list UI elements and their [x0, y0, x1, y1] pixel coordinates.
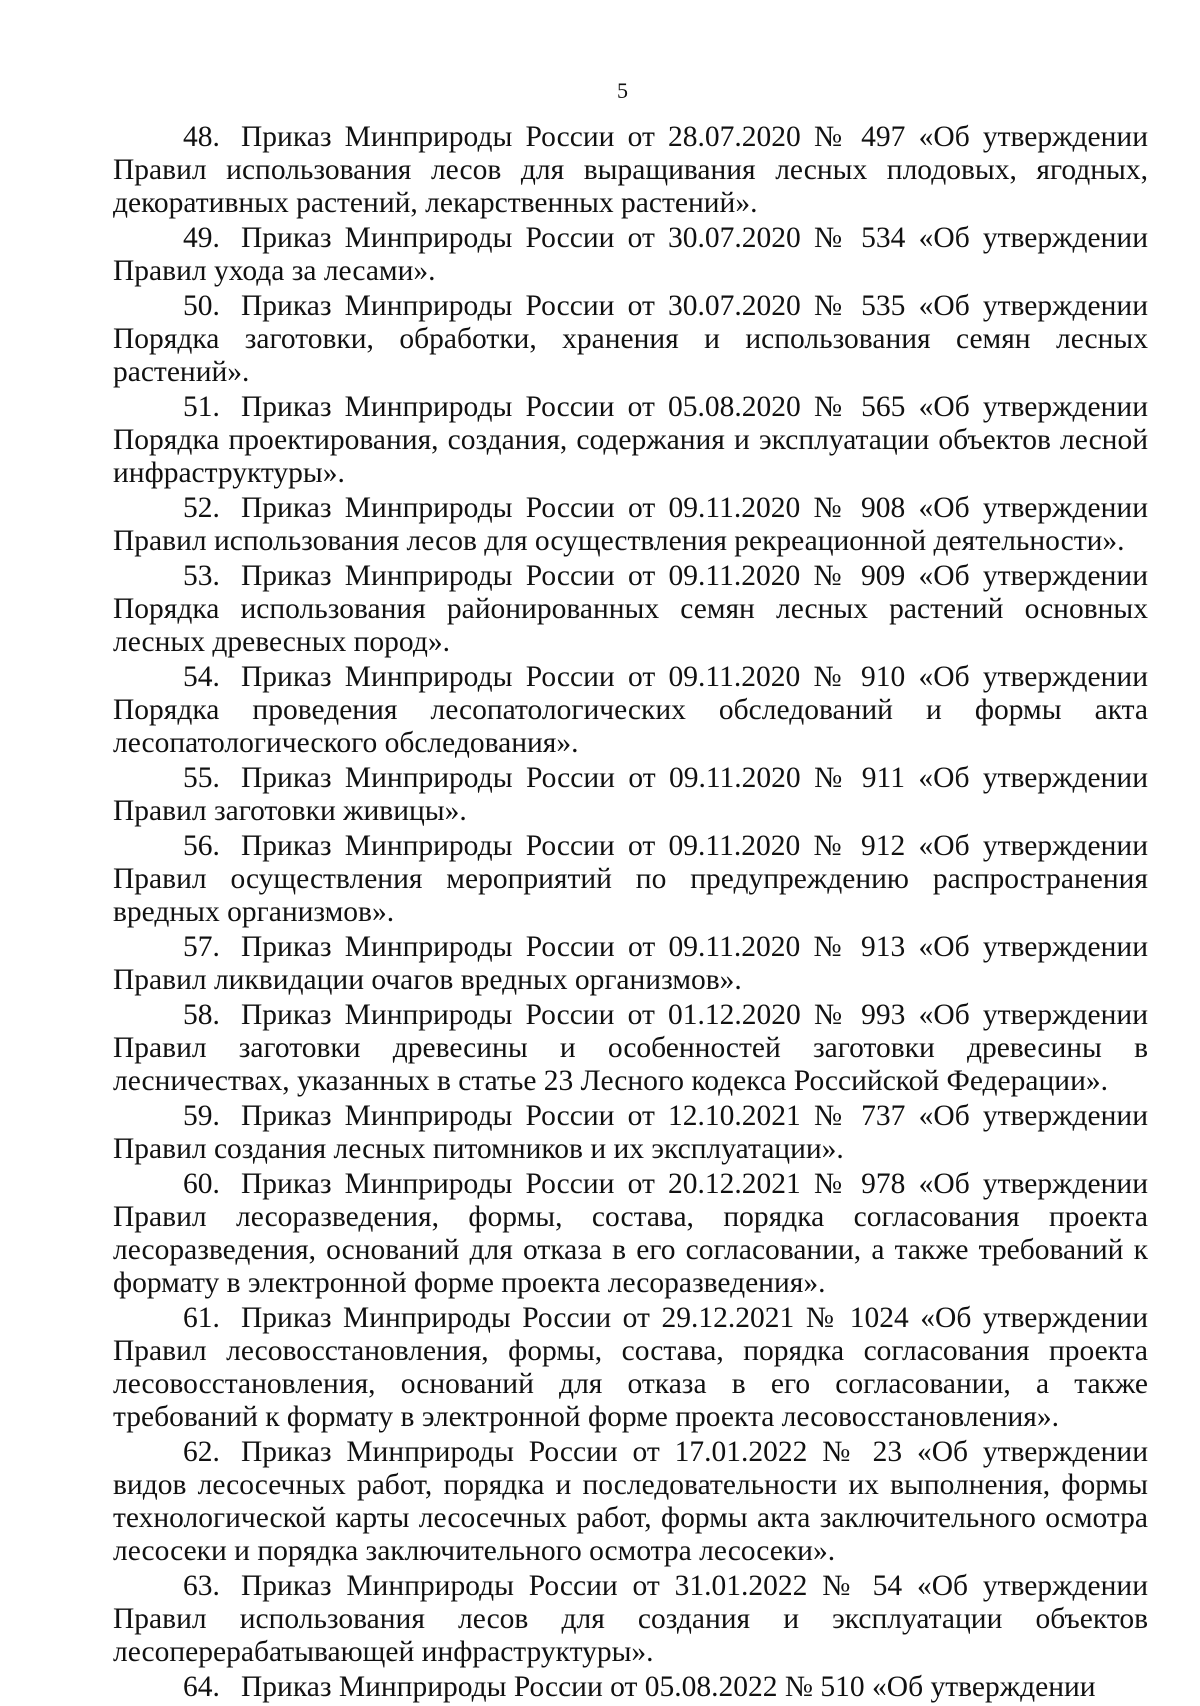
list-item: [113, 1570, 1148, 1671]
page-number: 5: [617, 78, 628, 103]
item-text: Приказ Минприроды России от 31.01.2022 № 54 «Об утверждении Правил использования лесов для создания и эксплуатации объектов лесоперерабатывающей инфраструктуры».: [113, 1570, 1148, 1668]
item-number: 62.: [183, 1436, 220, 1468]
item-text: Приказ Минприроды России от 09.11.2020 № 908 «Об утверждении Правил использования лесов для осуществления рекреационной деятельности».: [113, 492, 1148, 557]
list-item: [113, 492, 1148, 560]
item-text: Приказ Минприроды России от 09.11.2020 № 911 «Об утверждении Правил заготовки живицы».: [113, 762, 1148, 827]
list-item: [113, 391, 1148, 492]
item-number: 51.: [183, 391, 220, 423]
item-text: Приказ Минприроды России от 28.07.2020 № 497 «Об утверждении Правил использования лесов для выращивания лесных плодовых, ягодных, декоративных растений, лекарственных растений».: [113, 121, 1148, 219]
item-text: Приказ Минприроды России от 09.11.2020 № 912 «Об утверждении Правил осуществления мероприятий по предупреждению распространения вредных организмов».: [113, 830, 1148, 928]
item-text: Приказ Минприроды России от 20.12.2021 № 978 «Об утверждении Правил лесоразведения, формы, состава, порядка согласования проекта лесоразведения, оснований для отказа в его согласовании, а также требований к формату в электронной форме проекта лесоразведения».: [113, 1168, 1148, 1299]
item-text: Приказ Минприроды России от 12.10.2021 № 737 «Об утверждении Правил создания лесных питомников и их эксплуатации».: [113, 1100, 1148, 1165]
item-text: Приказ Минприроды России от 17.01.2022 № 23 «Об утверждении видов лесосечных работ, порядка и последовательности их выполнения, формы технологической карты лесосечных работ, формы акта заключительного осмотра лесосеки и порядка заключительного осмотра лесосеки».: [113, 1436, 1148, 1567]
item-text: Приказ Минприроды России от 29.12.2021 № 1024 «Об утверждении Правил лесовосстановления, формы, состава, порядка согласования проекта лесовосстановления, оснований для отказа в его согласовании, а также требований к формату в электронной форме проекта лесовосстановления».: [113, 1302, 1148, 1433]
item-number: 49.: [183, 222, 220, 254]
item-number: 50.: [183, 290, 220, 322]
list-item: [113, 222, 1148, 290]
list-item: [113, 1671, 1148, 1706]
list-item: [113, 830, 1148, 931]
item-number: 56.: [183, 830, 220, 862]
list-item: [113, 999, 1148, 1100]
item-text: Приказ Минприроды России от 30.07.2020 № 534 «Об утверждении Правил ухода за лесами».: [113, 222, 1148, 287]
list-item: [113, 1168, 1148, 1302]
list-item: [113, 661, 1148, 762]
item-number: 48.: [183, 121, 220, 153]
list-item: [113, 121, 1148, 222]
item-number: 53.: [183, 560, 220, 592]
list-item: [113, 1302, 1148, 1436]
item-text: Приказ Минприроды России от 09.11.2020 № 910 «Об утверждении Порядка проведения лесопатологических обследований и формы акта лесопатологического обследования».: [113, 661, 1148, 759]
item-number: 57.: [183, 931, 220, 963]
list-item: [113, 1100, 1148, 1168]
item-text: Приказ Минприроды России от 30.07.2020 № 535 «Об утверждении Порядка заготовки, обработки, хранения и использования семян лесных растений».: [113, 290, 1148, 388]
document-body: [113, 121, 1148, 1706]
item-text: Приказ Минприроды России от 05.08.2022 № 510 «Об утверждении: [241, 1671, 1096, 1703]
list-item: [113, 762, 1148, 830]
list-item: [113, 931, 1148, 999]
item-number: 61.: [183, 1302, 220, 1334]
item-number: 55.: [183, 762, 220, 794]
list-item: [113, 1436, 1148, 1570]
item-text: Приказ Минприроды России от 05.08.2020 № 565 «Об утверждении Порядка проектирования, создания, содержания и эксплуатации объектов лесной инфраструктуры».: [113, 391, 1148, 489]
item-number: 64.: [183, 1671, 220, 1703]
item-number: 63.: [183, 1570, 220, 1602]
item-text: Приказ Минприроды России от 01.12.2020 № 993 «Об утверждении Правил заготовки древесины и особенностей заготовки древесины в лесничествах, указанных в статье 23 Лесного кодекса Российской Федерации».: [113, 999, 1148, 1097]
item-number: 59.: [183, 1100, 220, 1132]
item-number: 58.: [183, 999, 220, 1031]
list-item: [113, 290, 1148, 391]
item-text: Приказ Минприроды России от 09.11.2020 № 913 «Об утверждении Правил ликвидации очагов вредных организмов».: [113, 931, 1148, 996]
item-number: 60.: [183, 1168, 220, 1200]
item-number: 52.: [183, 492, 220, 524]
item-number: 54.: [183, 661, 220, 693]
item-text: Приказ Минприроды России от 09.11.2020 № 909 «Об утверждении Порядка использования районированных семян лесных растений основных лесных древесных пород».: [113, 560, 1148, 658]
list-item: [113, 560, 1148, 661]
